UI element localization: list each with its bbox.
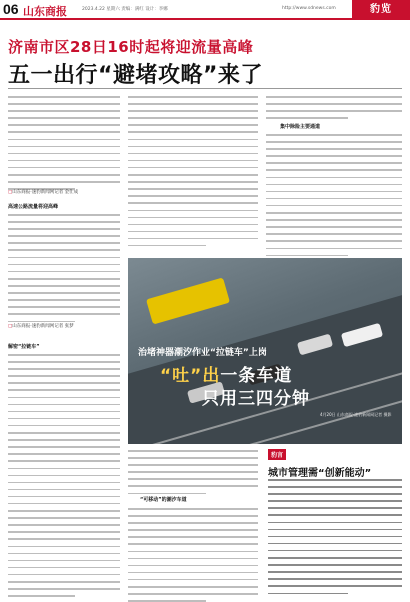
paper-name: 山东商报 <box>23 5 67 18</box>
subhead-traffic: 解密“拉链车” <box>8 344 40 350</box>
photo-title-line2: “吐”出一条车道 <box>160 366 293 386</box>
site-url: http://www.sdnews.com <box>282 6 336 11</box>
middle-paragraph <box>128 96 258 252</box>
middle-paragraph-3 <box>128 508 258 602</box>
middle-paragraph-2 <box>128 450 258 500</box>
byline: □山东商报·速豹新闻网记者 金仕成 <box>8 190 79 195</box>
photo-title-line3: 只用三四分钟 <box>202 389 310 409</box>
comment-tag: 豹言 <box>268 449 286 460</box>
comment-paragraph <box>268 479 402 600</box>
masthead <box>0 0 410 20</box>
lead-paragraph <box>8 96 120 195</box>
article-kicker: 济南市区28日16时起将迎流量高峰 <box>8 38 254 56</box>
traffic-paragraph <box>8 354 120 602</box>
photo-caption: 4月20日 山东商报·速豹新闻网记者 摄影 <box>320 412 392 417</box>
headline-divider <box>8 88 402 89</box>
highway-paragraph <box>8 214 120 285</box>
page-number: 06 <box>3 1 19 17</box>
photo-title-line1: 治堵神器潮汐作业“拉链车”上岗 <box>138 348 267 358</box>
subhead-tidal-lane: “可移动”的潮汐车道 <box>140 497 187 503</box>
zipper-truck <box>146 277 230 324</box>
section-label: 豹览 <box>352 0 410 20</box>
comment-title: 城市管理需“创新能动” <box>268 468 372 479</box>
issue-meta: 2023.4.22 星期六 责编：满红 设计：李娜 <box>82 7 168 12</box>
right-paragraph-2 <box>266 134 402 262</box>
article-headline: 五一出行“避堵攻略”来了 <box>8 63 263 88</box>
left-paragraph-3 <box>8 278 120 328</box>
subhead-city: 集中除险主要通道 <box>280 124 321 130</box>
photo-byline: □山东商报·速豹新闻网记者 张梦 <box>8 324 74 329</box>
right-paragraph-1 <box>266 96 402 124</box>
subhead-highway: 高速公路流量将迎高峰 <box>8 204 59 210</box>
